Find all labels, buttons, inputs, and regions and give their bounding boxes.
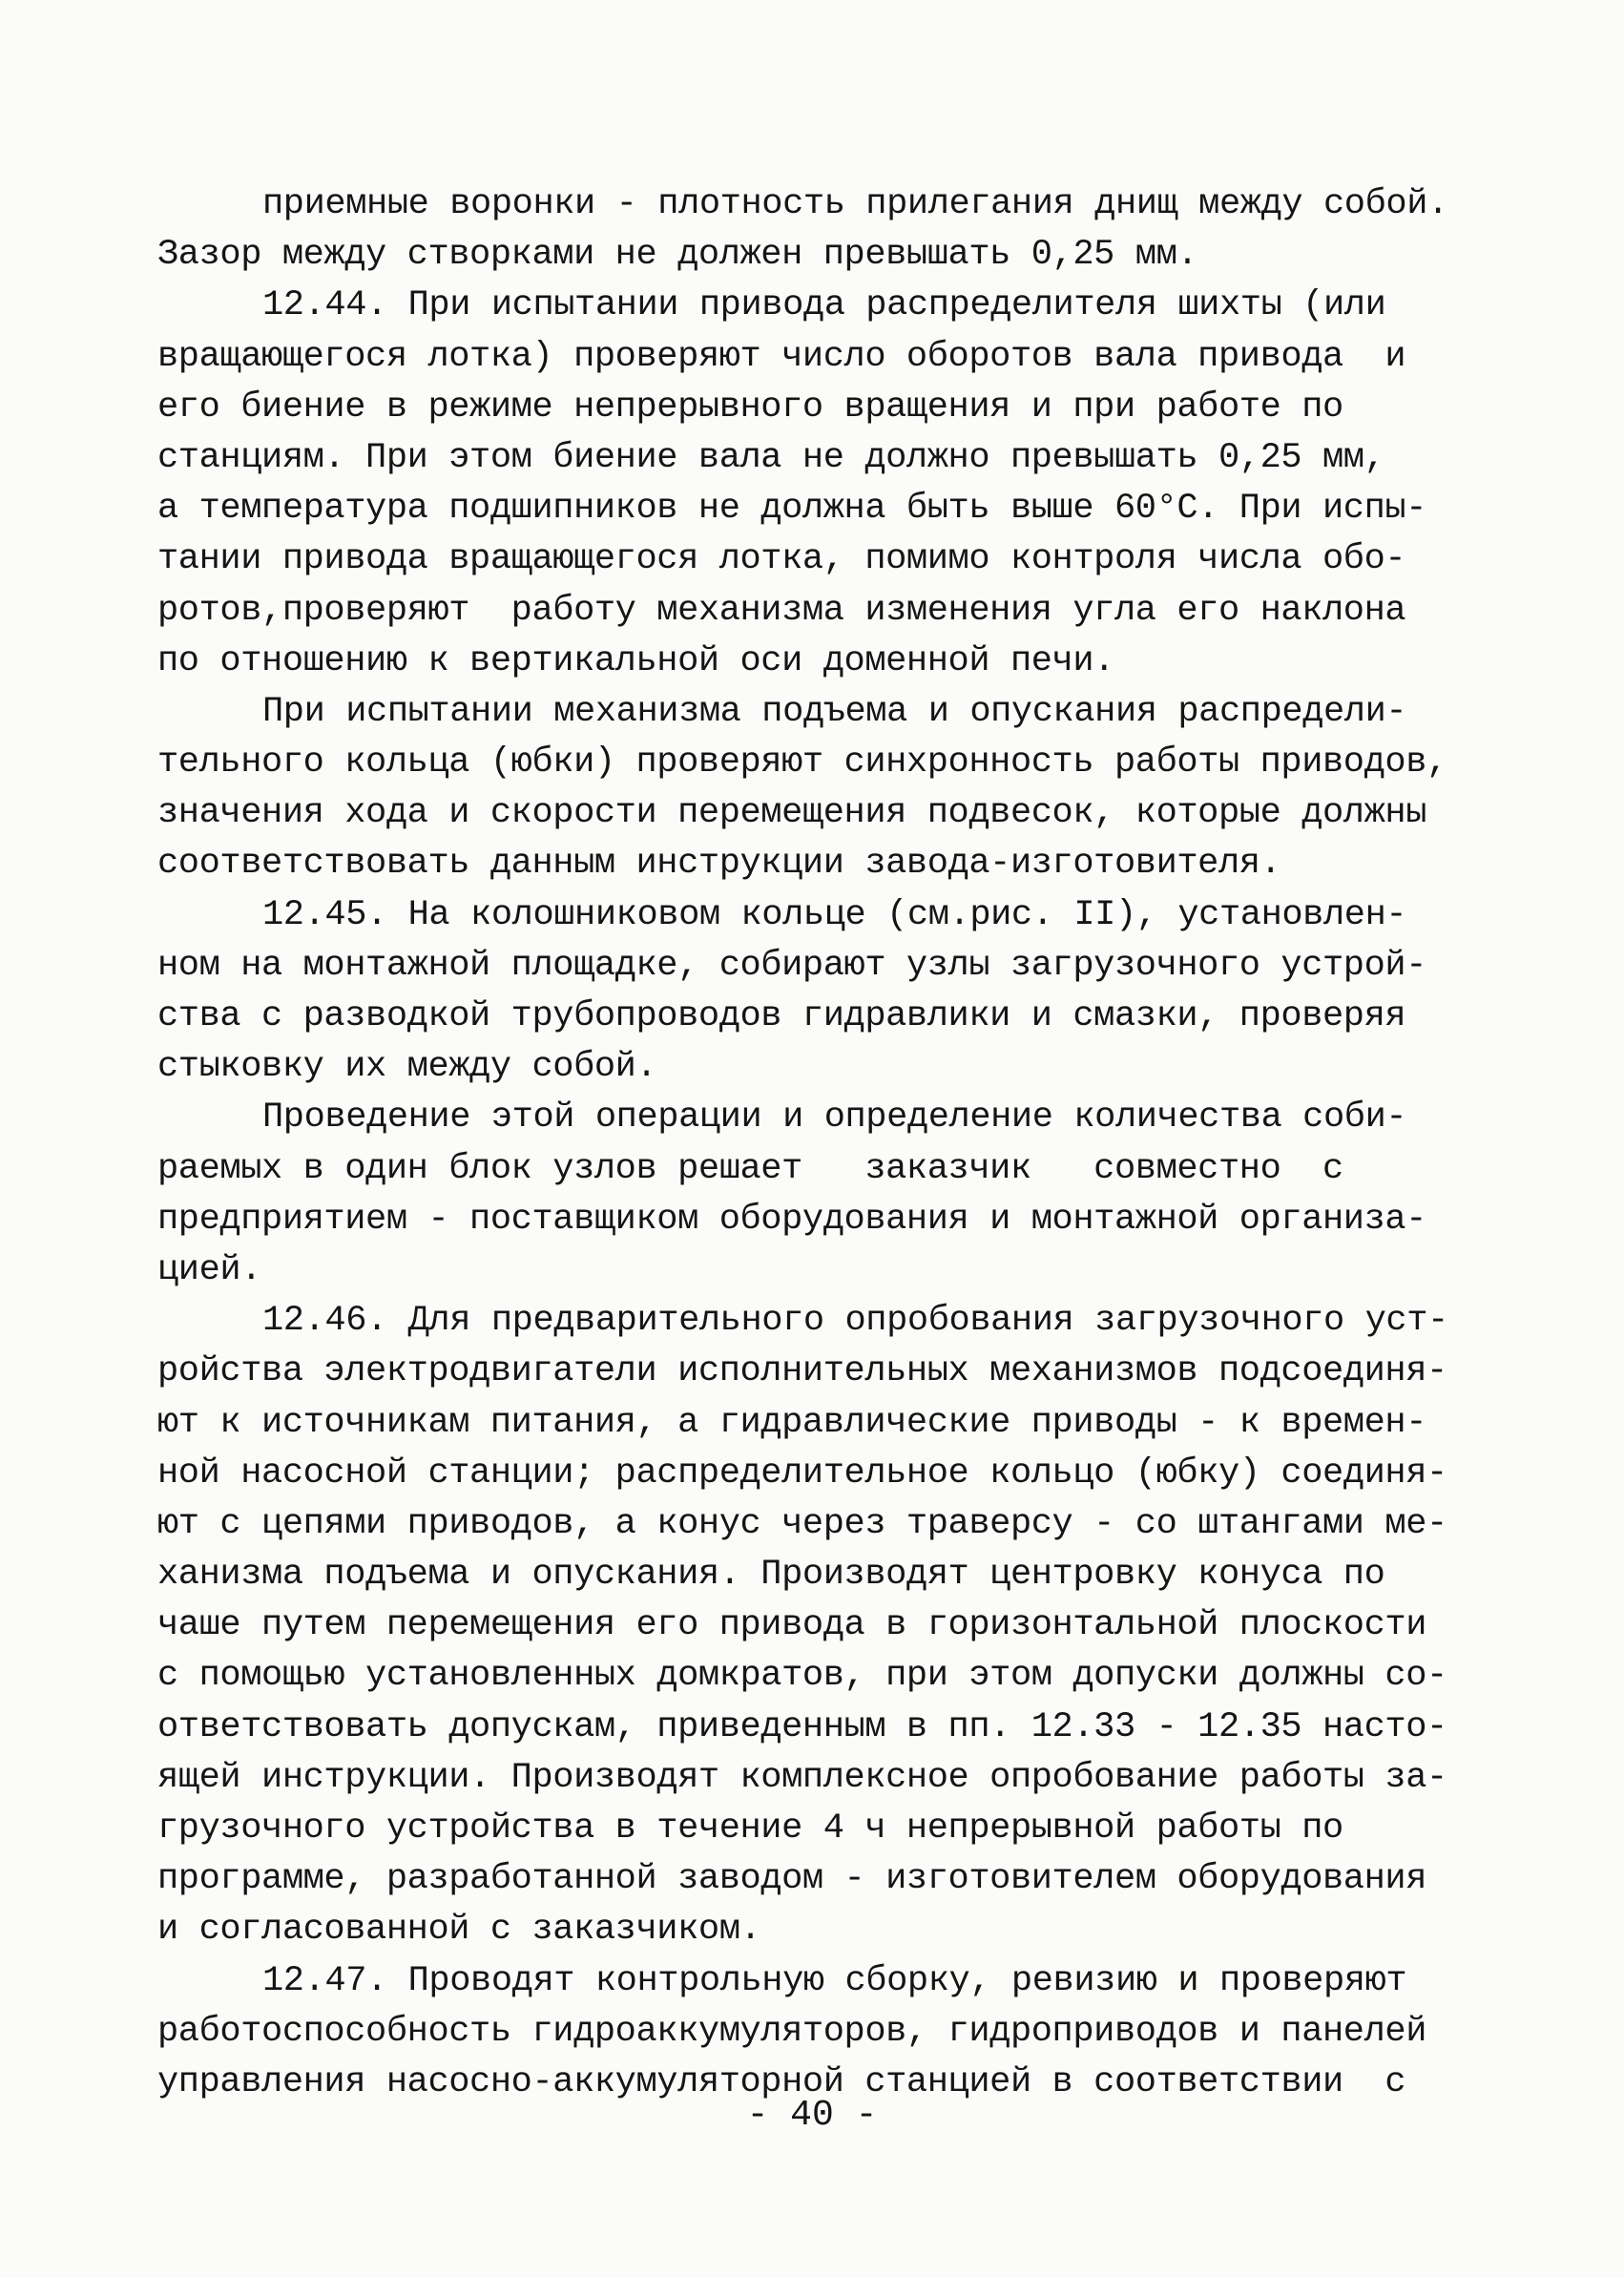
text-line: значения хода и скорости перемещения подвесок, которые должны [157, 793, 1427, 834]
text-line: ящей инструкции. Производят комплексное опробование работы за- [157, 1757, 1447, 1798]
text-line: предприятием - поставщиком оборудования и монтажной организа- [157, 1199, 1427, 1240]
text-line: по отношению к вертикальной оси доменной печи. [157, 640, 1114, 681]
text-line: тании привода вращающегося лотка, помимо контроля числа обо- [157, 539, 1406, 580]
text-line: раемых в один блок узлов решает заказчик совместно с [157, 1148, 1343, 1189]
text-line: Проведение этой операции и определение количества соби- [262, 1097, 1407, 1139]
text-line: работоспособность гидроаккумуляторов, гидроприводов и панелей [157, 2011, 1427, 2052]
text-line: с помощью установленных домкратов, при этом допуски должны со- [157, 1656, 1447, 1697]
text-line: 12.45. На колошниковом кольце (см.рис. II), установлен- [262, 894, 1407, 935]
text-line: ротов,проверяют работу механизма изменения угла его наклона [157, 590, 1406, 631]
text-line: При испытании механизма подъема и опускания распредели- [262, 691, 1407, 732]
page-number: - 40 - [746, 2095, 878, 2136]
text-line: его биение в режиме непрерывного вращения и при работе по [157, 387, 1343, 428]
text-line: цией. [157, 1249, 262, 1290]
text-line: ответствовать допускам, приведенным в пп. 12.33 - 12.35 насто- [157, 1706, 1447, 1747]
text-line: 12.47. Проводят контрольную сборку, ревизию и проверяют [262, 1960, 1407, 2001]
text-line: соответствовать данным инструкции завода-изготовителя. [157, 844, 1281, 885]
text-line: ной насосной станции; распределительное кольцо (юбку) соединя- [157, 1452, 1447, 1494]
text-line: ства с разводкой трубопроводов гидравлики и смазки, проверяя [157, 996, 1406, 1036]
text-line: ют с цепями приводов, а конус через траверсу - со штангами ме- [157, 1503, 1447, 1544]
text-line: станциям. При этом биение вала не должно превышать 0,25 мм, [157, 437, 1385, 478]
text-line: Зазор между створками не должен превышать 0,25 мм. [157, 235, 1198, 276]
text-line: чаше путем перемещения его привода в горизонтальной плоскости [157, 1605, 1427, 1646]
text-line: тельного кольца (юбки) проверяют синхронность работы приводов, [157, 742, 1447, 784]
text-line: ройства электродвигатели исполнительных механизмов подсоединя- [157, 1351, 1447, 1392]
text-line: и согласованной с заказчиком. [157, 1910, 761, 1951]
text-line: управления насосно-аккумуляторной станцией в соответствии с [157, 2061, 1406, 2102]
text-line: ханизма подъема и опускания. Производят центровку конуса по [157, 1555, 1385, 1596]
text-line: ют к источникам питания, а гидравлические приводы - к времен- [157, 1402, 1427, 1443]
text-line: программе, разработанной заводом - изготовителем оборудования [157, 1859, 1427, 1900]
text-line: вращающегося лотка) проверяют число оборотов вала привода и [157, 336, 1406, 377]
text-line: грузочного устройства в течение 4 ч непрерывной работы по [157, 1808, 1343, 1849]
text-line: стыковку их между собой. [157, 1047, 657, 1088]
text-line: приемные воронки - плотность прилегания днищ между собой. [262, 184, 1448, 224]
text-line: 12.44. При испытании привода распределителя шихты (или [262, 285, 1386, 326]
text-line: а температура подшипников не должна быть выше 60°С. При испы- [157, 489, 1427, 530]
text-line: 12.46. Для предварительного опробования загрузочного уст- [262, 1301, 1448, 1342]
text-line: ном на монтажной площадке, собирают узлы загрузочного устрой- [157, 945, 1427, 986]
body-text [157, 179, 1474, 2108]
